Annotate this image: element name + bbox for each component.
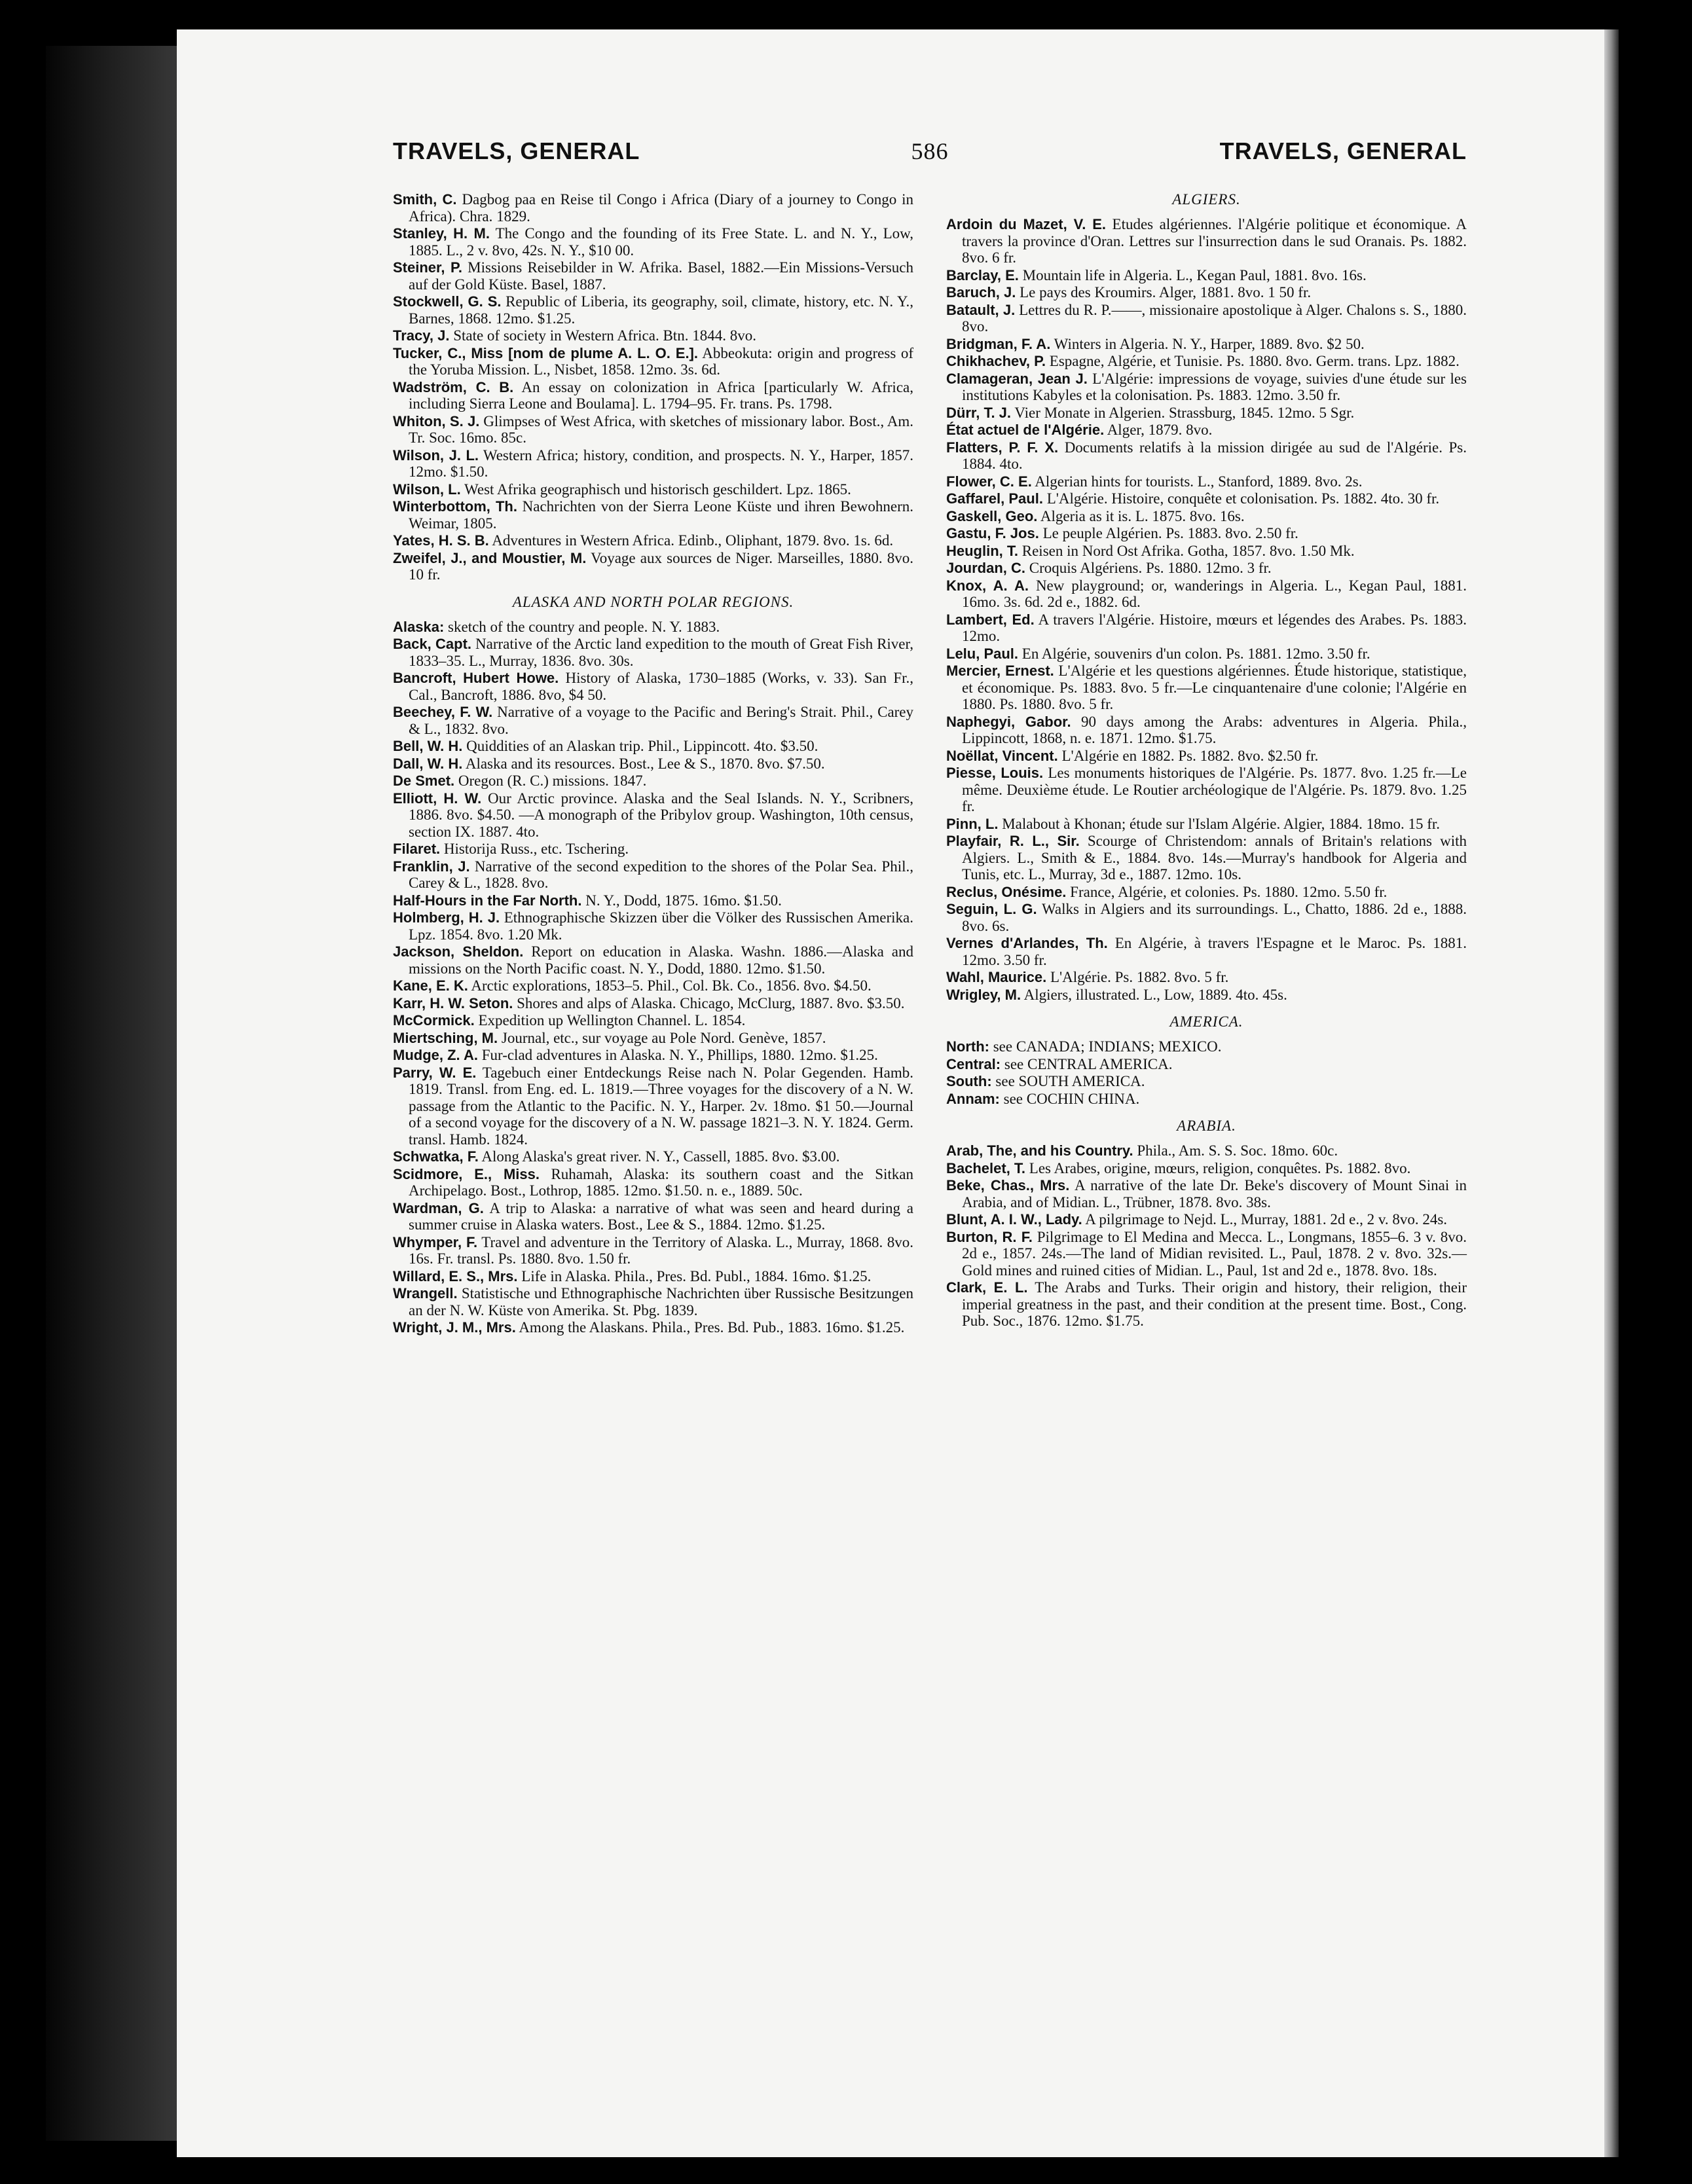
entry-description: Algeria as it is. L. 1875. 8vo. 16s. <box>1040 507 1245 524</box>
bibliography-entry <box>393 773 913 790</box>
entry-author: Alaska: <box>393 618 445 635</box>
bibliography-entry <box>393 1012 913 1029</box>
entry-author: Naphegyi, Gabor. <box>946 713 1071 730</box>
entry-description: see SOUTH AMERICA. <box>995 1073 1145 1089</box>
entry-author: Arab, The, and his Country. <box>946 1142 1133 1159</box>
bibliography-entry <box>946 1073 1467 1090</box>
bibliography-entry <box>946 1091 1467 1108</box>
bibliography-entry <box>946 216 1467 266</box>
bibliography-entry <box>393 909 913 943</box>
bibliography-entry <box>946 1229 1467 1279</box>
entry-description: Documents relatifs à la mission dirigée au sud de l'Algérie. Ps. 1884. 4to. <box>962 439 1467 472</box>
running-head-right: TRAVELS, GENERAL <box>1219 137 1467 164</box>
entry-description: Our Arctic province. Alaska and the Seal Islands. N. Y., Scribners, 1886. 8vo. $4.50. —A monograph of the Pribylov group. Washington, 10th census, section IX. 1887. 4to. <box>409 790 914 840</box>
entry-author: Flower, C. E. <box>946 473 1032 490</box>
entry-author: Annam: <box>946 1090 1000 1107</box>
entry-author: Mercier, Ernest. <box>946 663 1054 679</box>
bibliography-entry <box>946 1279 1467 1330</box>
entry-author: Wadström, C. B. <box>393 378 514 395</box>
bibliography-entry <box>393 1319 913 1336</box>
entry-description: Malabout à Khonan; étude sur l'Islam Algérie. Algier, 1884. 18mo. 15 fr. <box>1002 815 1441 832</box>
entry-author: Whymper, F. <box>393 1233 478 1250</box>
bibliography-entry <box>946 816 1467 833</box>
bibliography-entry <box>946 646 1467 663</box>
entry-author: Clamageran, Jean J. <box>946 370 1088 387</box>
entry-author: Jackson, Sheldon. <box>393 943 524 960</box>
entry-description: Travel and adventure in the Territory of Alaska. L., Murray, 1868. 8vo. 16s. Fr. transl. Ps. 1880. 8vo. 1.50 fr. <box>409 1233 914 1267</box>
bibliography-entry <box>393 1268 913 1285</box>
entry-description: L'Algérie. Ps. 1882. 8vo. 5 fr. <box>1050 969 1229 985</box>
bibliography-entry <box>946 714 1467 747</box>
entry-description: see CANADA; INDIANS; MEXICO. <box>993 1038 1222 1055</box>
entry-author: Schwatka, F. <box>393 1148 479 1165</box>
entry-author: Steiner, P. <box>393 259 462 276</box>
bibliography-entry <box>946 1038 1467 1055</box>
entry-description: Adventures in Western Africa. Edinb., Oliphant, 1879. 8vo. 1s. 6d. <box>492 532 894 549</box>
bibliography-entry <box>393 977 913 994</box>
bibliography-entry <box>393 1030 913 1047</box>
entry-author: Stanley, H. M. <box>393 225 490 242</box>
entry-author: Clark, E. L. <box>946 1279 1028 1296</box>
entry-author: Bancroft, Hubert Howe. <box>393 670 559 686</box>
entry-description: Missions Reisebilder in W. Afrika. Basel, 1882.—Ein Missions-Versuch auf der Gold Küste. Basel, 1887. <box>409 259 913 293</box>
bibliography-entry <box>393 1148 913 1165</box>
entry-description: Walks in Algiers and its surroundings. L., Chatto, 1886. 2d e., 1888. 8vo. 6s. <box>962 901 1467 934</box>
bibliography-entry <box>393 892 913 909</box>
bibliography-entry <box>946 611 1467 645</box>
bibliography-entry <box>393 1047 913 1064</box>
page-content <box>393 137 1467 2069</box>
entry-author: McCormick. <box>393 1012 475 1028</box>
bibliography-entry <box>946 508 1467 525</box>
entry-description: see CENTRAL AMERICA. <box>1004 1055 1173 1072</box>
bibliography-entry <box>946 302 1467 335</box>
entry-description: Narrative of the second expedition to the shores of the Polar Sea. Phil., Carey & L., 1828. 8vo. <box>409 858 913 891</box>
entry-description: An essay on colonization in Africa [particularly W. Africa, including Sierra Leone and Boulama]. L. 1794–95. Fr. trans. Ps. 1798. <box>409 378 913 412</box>
bibliography-entry <box>393 259 913 293</box>
entry-description: Alaska and its resources. Bost., Lee & S., 1870. 8vo. $7.50. <box>465 755 825 772</box>
bibliography-entry <box>393 1166 913 1199</box>
book-binding-edge <box>46 46 183 2141</box>
entry-author: De Smet. <box>393 773 455 789</box>
entry-description: France, Algérie, et colonies. Ps. 1880. 12mo. 5.50 fr. <box>1070 883 1388 900</box>
entry-author: Ardoin du Mazet, V. E. <box>946 216 1107 232</box>
entry-author: Gaffarel, Paul. <box>946 490 1043 507</box>
bibliography-entry <box>393 858 913 892</box>
entry-author: Wright, J. M., Mrs. <box>393 1319 516 1336</box>
entry-description: Historija Russ., etc. Tschering. <box>443 841 629 857</box>
right-column <box>946 191 1467 1330</box>
entry-author: Whiton, S. J. <box>393 412 480 429</box>
entry-author: Chikhachev, P. <box>946 353 1046 369</box>
bibliography-entry <box>393 1285 913 1319</box>
entry-description: Nachrichten von der Sierra Leone Küste und ihren Bewohnern. Weimar, 1805. <box>409 498 914 532</box>
bibliography-entry <box>393 619 913 636</box>
section-heading-arabia: ARABIA. <box>1177 1118 1236 1134</box>
entry-description: Tagebuch einer Entdeckungs Reise nach N. Polar Gegenden. Hamb. 1819. Transl. from Eng. ed. L. 1819.—Three voyages for the discovery of a N. W. passage from the Atlantic to the Pacific. N. Y., Harper. 2v. 18mo. $1 50.—Journal of a second voyage for the discovery of a N. W. passage 1821–3. N. Y. 1824. Germ. transl. Hamb. 1824. <box>409 1064 914 1148</box>
bibliography-entry <box>393 943 913 977</box>
bibliography-entry <box>946 267 1467 284</box>
bibliography-entry <box>946 473 1467 490</box>
left-column <box>393 191 913 1337</box>
section-heading-alaska: ALASKA AND NORTH POLAR REGIONS. <box>512 593 794 610</box>
entry-description: En Algérie, à travers l'Espagne et le Maroc. Ps. 1881. 12mo. 3.50 fr. <box>962 935 1467 968</box>
bibliography-entry <box>946 560 1467 577</box>
entry-description: Les monuments historiques de l'Algérie. Ps. 1877. 8vo. 1.25 fr.—Le même. Deuxième étude. Le Routier archéologique de l'Algérie. Ps. 1879. 8vo. 1.25 fr. <box>962 765 1467 814</box>
entry-description: Les Arabes, origine, mœurs, religion, conquêtes. Ps. 1882. 8vo. <box>1029 1159 1411 1176</box>
entry-description: sketch of the country and people. N. Y. 1883. <box>448 618 720 635</box>
bibliography-entry <box>393 755 913 773</box>
entry-description: State of society in Western Africa. Btn. 1844. 8vo. <box>453 327 756 344</box>
entry-description: Algerian hints for tourists. L., Stanford, 1889. 8vo. 2s. <box>1035 473 1363 490</box>
entry-author: Bachelet, T. <box>946 1159 1026 1176</box>
entry-author: Beke, Chas., Mrs. <box>946 1177 1070 1193</box>
entry-description: The Congo and the founding of its Free State. L. and N. Y., Low, 1885. L., 2 v. 8vo, 42s. N. Y., $10 00. <box>409 225 914 259</box>
entry-author: Noëllat, Vincent. <box>946 747 1058 764</box>
bibliography-entry <box>946 935 1467 968</box>
running-head <box>393 137 1467 183</box>
entry-description: Ruhamah, Alaska: its southern coast and the Sitkan Archipelago. Bost., Lothrop, 1885. 12mo. $1.50. n. e., 1889. 50c. <box>409 1165 914 1199</box>
entry-author: Wahl, Maurice. <box>946 969 1047 985</box>
entry-description: West Afrika geographisch und historisch geschildert. Lpz. 1865. <box>464 481 851 498</box>
bibliography-entry <box>946 422 1467 439</box>
entry-author: Miertsching, M. <box>393 1029 498 1046</box>
entry-description: A pilgrimage to Nejd. L., Murray, 1881. 2d e., 2 v. 8vo. 24s. <box>1085 1211 1448 1228</box>
entry-description: N. Y., Dodd, 1875. 16mo. $1.50. <box>585 892 782 909</box>
entry-author: Parry, W. E. <box>393 1064 477 1081</box>
entry-author: Elliott, H. W. <box>393 790 482 807</box>
bibliography-entry <box>393 532 913 549</box>
entry-description: Winters in Algeria. N. Y., Harper, 1889. 8vo. $2 50. <box>1054 335 1365 352</box>
entry-description: 90 days among the Arabs: adventures in Algeria. Phila., Lippincott, 1868, n. e. 1871. 12mo. $1.75. <box>962 713 1467 746</box>
america-entries <box>946 1038 1467 1107</box>
entry-description: Scourge of Christendom: annals of Britain's relations with Algiers. L., Smith & E., 1884. 8vo. 14s.—Murray's handbook for Algeria and Tunis, etc. L., Murray, 3d e., 1887. 12mo. 10s. <box>962 833 1467 883</box>
entry-description: Espagne, Algérie, et Tunisie. Ps. 1880. 8vo. Germ. trans. Lpz. 1882. <box>1049 353 1460 369</box>
bibliography-entry <box>393 327 913 344</box>
entry-description: A narrative of the late Dr. Beke's discovery of Mount Sinai in Arabia, and of Midian. L., Trübner, 1878. 8vo. 38s. <box>962 1177 1467 1210</box>
entry-author: Jourdan, C. <box>946 560 1026 576</box>
bibliography-entry <box>946 765 1467 815</box>
entry-author: Dall, W. H. <box>393 755 463 772</box>
alaska-entries <box>393 619 913 1336</box>
entry-description: Voyage aux sources de Niger. Marseilles, 1880. 8vo. 10 fr. <box>409 549 913 583</box>
bibliography-entry <box>946 969 1467 986</box>
entry-description: Phila., Am. S. S. Soc. 18mo. 60c. <box>1137 1142 1338 1159</box>
bibliography-entry <box>393 498 913 532</box>
entry-description: Arctic explorations, 1853–5. Phil., Col. Bk. Co., 1856. 8vo. $4.50. <box>471 977 872 994</box>
entry-author: Burton, R. F. <box>946 1228 1033 1245</box>
entry-description: Croquis Algériens. Ps. 1880. 12mo. 3 fr. <box>1029 560 1272 576</box>
entry-author: South: <box>946 1073 992 1089</box>
entry-description: Oregon (R. C.) missions. 1847. <box>458 773 647 789</box>
entry-author: État actuel de l'Algérie. <box>946 422 1105 438</box>
bibliography-entry <box>946 336 1467 353</box>
bibliography-entry <box>946 1160 1467 1177</box>
entry-author: Vernes d'Arlandes, Th. <box>946 935 1108 951</box>
bibliography-entry <box>393 293 913 327</box>
entry-description: Fur-clad adventures in Alaska. N. Y., Phillips, 1880. 12mo. $1.25. <box>481 1047 878 1063</box>
entry-author: Dürr, T. J. <box>946 404 1012 421</box>
entry-description: L'Algérie en 1882. Ps. 1882. 8vo. $2.50 fr. <box>1061 747 1319 764</box>
bibliography-entry <box>393 995 913 1012</box>
entry-author: Tucker, C., Miss [nom de plume A. L. O. E.]. <box>393 344 698 361</box>
bibliography-entry <box>393 413 913 446</box>
entry-description: A travers l'Algérie. Histoire, mœurs et légendes des Arabes. Ps. 1883. 12mo. <box>962 611 1467 644</box>
entry-description: Among the Alaskans. Phila., Pres. Bd. Pub., 1883. 16mo. $1.25. <box>519 1319 905 1336</box>
bibliography-entry <box>946 490 1467 507</box>
bibliography-entry <box>393 738 913 755</box>
entry-author: Gaskell, Geo. <box>946 507 1038 524</box>
entry-description: Pilgrimage to El Medina and Mecca. L., Longmans, 1855–6. 3 v. 8vo. 2d e., 1857. 24s.—The land of Midian revisited. L., Paul, 1878. 2 v. 8vo. 32s.—Gold mines and ruined cities of Midian. L., Paul, 1st and 2d e., 1878. 8vo. 18s. <box>962 1228 1467 1279</box>
bibliography-entry <box>393 790 913 841</box>
bibliography-entry <box>393 636 913 669</box>
entry-author: Half-Hours in the Far North. <box>393 892 582 909</box>
entry-author: Baruch, J. <box>946 284 1016 300</box>
entry-description: Expedition up Wellington Channel. L. 1854. <box>478 1012 746 1028</box>
entry-description: see COCHIN CHINA. <box>1003 1090 1140 1107</box>
entry-description: Dagbog paa en Reise til Congo i Africa (Diary of a journey to Congo in Africa). Chra. 1829. <box>409 191 913 225</box>
entry-description: Alger, 1879. 8vo. <box>1107 422 1213 438</box>
entry-description: Abbeokuta: origin and progress of the Yoruba Mission. L., Nisbet, 1858. 12mo. 3s. 6d. <box>409 344 913 378</box>
bibliography-entry <box>393 191 913 225</box>
entry-description: Etudes algériennes. l'Algérie politique et économique. A travers la province d'Oran. Lettres sur l'insurrection dans le sud Oranais. Ps. 1882. 8vo. 6 fr. <box>962 216 1467 266</box>
bibliography-entry <box>946 663 1467 713</box>
entry-author: Scidmore, E., Miss. <box>393 1165 540 1182</box>
entry-author: Stockwell, G. S. <box>393 293 502 310</box>
entry-author: Central: <box>946 1055 1001 1072</box>
bibliography-entry <box>393 550 913 583</box>
bibliography-entry <box>393 345 913 378</box>
bibliography-entry <box>946 833 1467 883</box>
entry-author: Filaret. <box>393 841 441 857</box>
bibliography-entry <box>946 987 1467 1004</box>
entry-author: Karr, H. W. Seton. <box>393 994 513 1011</box>
bibliography-entry <box>393 670 913 703</box>
bibliography-entry <box>946 543 1467 560</box>
entry-description: Ethnographische Skizzen über die Völker des Russischen Amerika. Lpz. 1854. 8vo. 1.20 Mk. <box>409 909 913 943</box>
entry-author: Lelu, Paul. <box>946 645 1019 662</box>
entry-author: Bridgman, F. A. <box>946 335 1051 352</box>
entry-author: Bell, W. H. <box>393 738 463 754</box>
entry-author: Wrigley, M. <box>946 986 1021 1003</box>
entry-author: Piesse, Louis. <box>946 765 1044 781</box>
entry-description: Mountain life in Algeria. L., Kegan Paul, 1881. 8vo. 16s. <box>1022 266 1367 283</box>
entry-description: History of Alaska, 1730–1885 (Works, v. 33). San Fr., Cal., Bancroft, 1886. 8vo, $4 50. <box>409 670 914 703</box>
entry-author: Franklin, J. <box>393 858 470 875</box>
bibliography-entry <box>946 353 1467 370</box>
entry-author: Lambert, Ed. <box>946 611 1035 628</box>
bibliography-entry <box>946 1211 1467 1228</box>
entry-description: Shores and alps of Alaska. Chicago, McClurg, 1887. 8vo. $3.50. <box>517 994 905 1011</box>
entry-author: Knox, A. A. <box>946 577 1029 594</box>
bibliography-entry <box>393 379 913 412</box>
entry-author: Kane, E. K. <box>393 977 468 994</box>
entry-author: Reclus, Onésime. <box>946 883 1067 900</box>
bibliography-entry <box>946 371 1467 404</box>
bibliography-entry <box>393 704 913 737</box>
entry-description: The Arabs and Turks. Their origin and history, their religion, their imperial greatness in the past, and their condition at the present time. Bost., Cong. Pub. Soc., 1876. 12mo. $1.75. <box>962 1279 1467 1329</box>
entry-author: North: <box>946 1038 989 1055</box>
entry-description: Algiers, illustrated. L., Low, 1889. 4to. 45s. <box>1023 986 1287 1003</box>
entry-author: Yates, H. S. B. <box>393 532 489 549</box>
bibliography-entry <box>946 901 1467 934</box>
entry-description: L'Algérie. Histoire, conquête et colonisation. Ps. 1882. 4to. 30 fr. <box>1046 490 1440 507</box>
section-heading-algiers: ALGIERS. <box>1172 191 1241 208</box>
bibliography-entry <box>946 525 1467 542</box>
entry-author: Beechey, F. W. <box>393 704 493 720</box>
algiers-entries <box>946 216 1467 1003</box>
entry-description: Western Africa; history, condition, and prospects. N. Y., Harper, 1857. 12mo. $1.50. <box>409 446 913 480</box>
entry-description: Life in Alaska. Phila., Pres. Bd. Publ., 1884. 16mo. $1.25. <box>521 1267 872 1284</box>
entry-author: Batault, J. <box>946 301 1016 318</box>
bibliography-entry <box>393 447 913 481</box>
entry-author: Mudge, Z. A. <box>393 1047 478 1063</box>
entry-author: Wilson, J. L. <box>393 446 479 464</box>
entry-description: Republic of Liberia, its geography, soil, climate, history, etc. N. Y., Barnes, 1868. 12mo. $1.25. <box>409 293 913 327</box>
entry-author: Pinn, L. <box>946 815 999 832</box>
entry-description: Narrative of a voyage to the Pacific and Bering's Strait. Phil., Carey & L., 1832. 8vo. <box>409 704 914 737</box>
entry-description: L'Algérie: impressions de voyage, suivies d'une étude sur les institutions Kabyles et la colonisation. Ps. 1883. 12mo. 3.50 fr. <box>962 370 1467 403</box>
bibliography-entry <box>946 405 1467 422</box>
entry-description: Vier Monate in Algerien. Strassburg, 1845. 12mo. 5 Sgr. <box>1014 404 1355 421</box>
entry-author: Willard, E. S., Mrs. <box>393 1267 518 1284</box>
entry-author: Wilson, L. <box>393 481 461 498</box>
running-head-left: TRAVELS, GENERAL <box>393 137 640 164</box>
bibliography-entry <box>393 1065 913 1148</box>
bibliography-entry <box>946 1177 1467 1210</box>
bibliography-entry <box>946 1142 1467 1159</box>
entry-description: New playground; or, wanderings in Algeria. L., Kegan Paul, 1881. 16mo. 3s. 6d. 2d e., 1882. 6d. <box>962 577 1467 610</box>
entry-description: Narrative of the Arctic land expedition to the mouth of Great Fish River, 1833–35. L., Murray, 1836. 8vo. 30s. <box>409 636 914 669</box>
entry-author: Back, Capt. <box>393 636 472 652</box>
bibliography-entry <box>946 748 1467 765</box>
entry-description: Glimpses of West Africa, with sketches of missionary labor. Bost., Am. Tr. Soc. 16mo. 85c. <box>409 412 913 446</box>
entry-description: Quiddities of an Alaskan trip. Phil., Lippincott. 4to. $3.50. <box>466 738 818 754</box>
entry-description: Reisen in Nord Ost Afrika. Gotha, 1857. 8vo. 1.50 Mk. <box>1021 542 1355 559</box>
entry-description: A trip to Alaska: a narrative of what was seen and heard during a summer cruise in Alaska waters. Bost., Lee & S., 1884. 12mo. $1.25. <box>409 1199 914 1233</box>
section-heading-america: AMERICA. <box>1169 1013 1243 1030</box>
entry-description: Journal, etc., sur voyage au Pole Nord. Genève, 1857. <box>501 1029 826 1046</box>
entry-description: Report on education in Alaska. Washn. 1886.—Alaska and missions on the North Pacific coast. N. Y., Dodd, 1880. 12mo. $1.50. <box>409 943 913 977</box>
entry-author: Heuglin, T. <box>946 542 1018 559</box>
entry-author: Zweifel, J., and Moustier, M. <box>393 549 587 566</box>
entry-author: Wardman, G. <box>393 1199 484 1216</box>
bibliography-entry <box>946 577 1467 611</box>
entry-author: Holmberg, H. J. <box>393 909 500 926</box>
entry-author: Smith, C. <box>393 191 457 208</box>
entry-author: Tracy, J. <box>393 327 450 344</box>
entry-description: L'Algérie et les questions algériennes. Étude historique, statistique, et économique. Ps. 1883. 8vo. 5 fr.—Le cinquantenaire d'une colonie; l'Algérie en 1880. Ps. 1880. 8vo. 5 fr. <box>962 663 1467 712</box>
entry-author: Wrangell. <box>393 1285 458 1301</box>
entry-description: Along Alaska's great river. N. Y., Cassell, 1885. 8vo. $3.00. <box>481 1148 840 1165</box>
entry-author: Barclay, E. <box>946 266 1019 283</box>
entry-author: Playfair, R. L., Sir. <box>946 833 1080 849</box>
bibliography-entry <box>946 439 1467 473</box>
bibliography-entry <box>393 225 913 259</box>
bibliography-entry <box>393 1200 913 1233</box>
entry-description: Le pays des Kroumirs. Alger, 1881. 8vo. 1 50 fr. <box>1020 284 1312 300</box>
bibliography-entry <box>946 884 1467 901</box>
entry-author: Flatters, P. F. X. <box>946 439 1059 456</box>
africa-entries <box>393 191 913 583</box>
entry-description: En Algérie, souvenirs d'un colon. Ps. 1881. 12mo. 3.50 fr. <box>1021 645 1370 662</box>
bibliography-entry <box>946 1056 1467 1073</box>
entry-author: Seguin, L. G. <box>946 901 1037 917</box>
bibliography-entry <box>946 284 1467 301</box>
bibliography-entry <box>393 481 913 498</box>
arabia-entries <box>946 1142 1467 1330</box>
entry-author: Blunt, A. I. W., Lady. <box>946 1211 1082 1228</box>
bibliography-entry <box>393 841 913 858</box>
page-right-edge <box>1604 29 1619 2157</box>
bibliography-entry <box>393 1234 913 1267</box>
entry-author: Gastu, F. Jos. <box>946 525 1039 541</box>
entry-author: Winterbottom, Th. <box>393 498 517 515</box>
entry-description: Le peuple Algérien. Ps. 1883. 8vo. 2.50 fr. <box>1042 525 1298 541</box>
entry-description: Lettres du R. P.——, missionaire apostolique à Alger. Chalons s. S., 1880. 8vo. <box>962 301 1467 335</box>
entry-description: Statistische und Ethnographische Nachrichten über Russische Besitzungen an der N. W. Küste von Amerika. St. Pbg. 1839. <box>409 1285 913 1319</box>
page-number: 586 <box>911 138 949 164</box>
